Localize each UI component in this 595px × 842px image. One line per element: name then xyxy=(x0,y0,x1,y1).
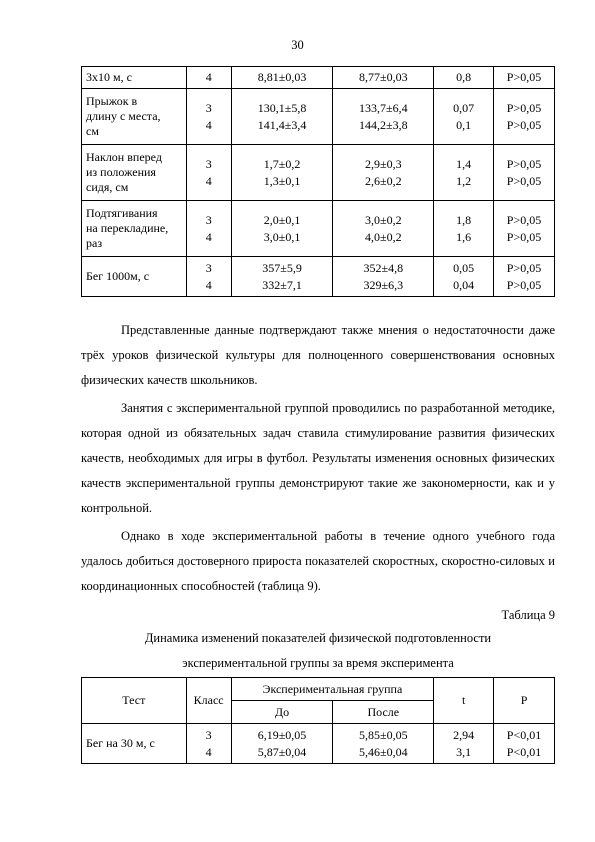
cell-test xyxy=(82,257,187,297)
header-p: Р xyxy=(494,678,555,724)
paragraph-3: Однако в ходе экспериментальной работы в течение одного учебного года удалось добиться достоверного прироста показателей скоростных, скоростно-силовых и координационных способностей (таблица 9). xyxy=(81,529,555,593)
cell-test-line: Прыжок в xyxy=(86,94,138,108)
cell-test xyxy=(82,724,187,764)
table-title-line-2: экспериментальной группы за время эксперимента xyxy=(182,656,454,670)
cell-test-line: из положения xyxy=(86,165,156,179)
cell-p-line: P>0,05 xyxy=(506,70,542,85)
cell-before xyxy=(231,89,333,145)
cell-t-line: 0,07 xyxy=(453,101,475,115)
cell-p-line: P>0,05 xyxy=(506,261,542,275)
cell-before-line: 1,3±0,1 xyxy=(263,173,301,188)
cell-t-line: 0,8 xyxy=(456,70,472,85)
table-9 xyxy=(81,677,555,764)
cell-test xyxy=(82,67,187,89)
cell-before-line: 130,1±5,8 xyxy=(257,101,307,115)
cell-p-line: P>0,05 xyxy=(506,101,542,115)
cell-before-line: 141,4±3,4 xyxy=(257,117,307,132)
cell-before-line: 5,87±0,04 xyxy=(257,744,307,759)
header-after: После xyxy=(333,701,434,724)
cell-before-line: 2,0±0,1 xyxy=(263,213,301,227)
cell-after xyxy=(333,67,434,89)
results-table-continued xyxy=(81,66,555,297)
table-row xyxy=(82,257,555,297)
cell-class xyxy=(186,89,231,145)
cell-after-line: 4,0±0,2 xyxy=(365,229,402,244)
cell-class-line: 4 xyxy=(205,277,212,292)
cell-after-line: 2,9±0,3 xyxy=(365,157,402,171)
cell-test xyxy=(82,89,187,145)
cell-class-line: 3 xyxy=(205,157,212,171)
cell-t-line: 1,2 xyxy=(456,173,472,188)
cell-before xyxy=(231,145,333,201)
cell-test-line: сидя, см xyxy=(86,180,129,194)
table-row xyxy=(82,67,555,89)
cell-t xyxy=(434,257,494,297)
table-row xyxy=(82,89,555,145)
cell-before-line: 1,7±0,2 xyxy=(263,157,301,171)
cell-p-line: P>0,05 xyxy=(506,229,542,244)
cell-t-line: 0,04 xyxy=(453,277,475,292)
table-title-line-1: Динамика изменений показателей физической подготовленности xyxy=(144,631,492,645)
cell-p xyxy=(494,89,555,145)
table-row xyxy=(82,724,555,764)
cell-before-line: 3,0±0,1 xyxy=(263,229,301,244)
cell-p xyxy=(494,724,555,764)
cell-t-line: 0,1 xyxy=(456,117,472,132)
cell-before xyxy=(231,724,333,764)
table-title xyxy=(81,626,555,676)
cell-class xyxy=(186,67,231,89)
cell-class xyxy=(186,724,231,764)
cell-test-line: Бег 1000м, с xyxy=(86,269,150,283)
cell-before xyxy=(231,67,333,89)
cell-after xyxy=(333,724,434,764)
cell-class-line: 4 xyxy=(205,229,212,244)
table-row xyxy=(82,201,555,257)
page-number: 30 xyxy=(291,38,304,52)
cell-p-line: P<0,01 xyxy=(506,728,542,742)
cell-after-line: 3,0±0,2 xyxy=(365,213,402,227)
cell-class-line: 4 xyxy=(205,70,212,85)
cell-test-line: на перекладине, xyxy=(86,221,169,235)
cell-after-line: 5,85±0,05 xyxy=(359,728,408,742)
cell-after xyxy=(333,201,434,257)
cell-after xyxy=(333,145,434,201)
cell-class-line: 4 xyxy=(205,173,212,188)
cell-p xyxy=(494,67,555,89)
cell-class xyxy=(186,145,231,201)
cell-after xyxy=(333,89,434,145)
cell-after xyxy=(333,257,434,297)
cell-p-line: P>0,05 xyxy=(506,173,542,188)
header-t: t xyxy=(434,678,494,724)
cell-test xyxy=(82,145,187,201)
cell-p-line: P<0,01 xyxy=(506,744,542,759)
cell-t xyxy=(434,89,494,145)
cell-class-line: 4 xyxy=(205,744,212,759)
header-test: Тест xyxy=(82,678,187,724)
cell-t xyxy=(434,145,494,201)
cell-t xyxy=(434,67,494,89)
cell-t-line: 0,05 xyxy=(453,261,475,275)
header-class: Класс xyxy=(186,678,231,724)
cell-after-line: 352±4,8 xyxy=(363,261,404,275)
paragraph-1: Представленные данные подтверждают также мнения о недостаточности даже трёх уроков физической культуры для полноценного совершенствования основных физических качеств школьников. xyxy=(81,323,555,387)
cell-class-line: 3 xyxy=(205,101,212,115)
cell-after-line: 2,6±0,2 xyxy=(365,173,402,188)
cell-t-line: 1,4 xyxy=(456,157,472,171)
cell-class-line: 3 xyxy=(205,213,212,227)
cell-t-line: 1,8 xyxy=(456,213,472,227)
cell-after-line: 133,7±6,4 xyxy=(359,101,408,115)
cell-after-line: 5,46±0,04 xyxy=(359,744,408,759)
cell-class xyxy=(186,201,231,257)
cell-before-line: 357±5,9 xyxy=(262,261,302,275)
header-group: Экспериментальная группа xyxy=(231,678,434,701)
cell-t xyxy=(434,201,494,257)
cell-class-line: 4 xyxy=(205,117,212,132)
cell-class-line: 3 xyxy=(205,728,212,742)
cell-class xyxy=(186,257,231,297)
cell-test-line: Бег на 30 м, с xyxy=(86,736,155,750)
cell-after-line: 8,77±0,03 xyxy=(359,70,408,85)
cell-p-line: P>0,05 xyxy=(506,117,542,132)
cell-test xyxy=(82,201,187,257)
cell-p-line: P>0,05 xyxy=(506,277,542,292)
cell-test-line: 3х10 м, с xyxy=(86,70,132,84)
cell-p xyxy=(494,257,555,297)
cell-test-line: Подтягивания xyxy=(86,206,158,220)
cell-class-line: 3 xyxy=(205,261,212,275)
cell-before xyxy=(231,257,333,297)
cell-p xyxy=(494,201,555,257)
cell-p xyxy=(494,145,555,201)
paragraph-2: Занятия с экспериментальной группой проводились по разработанной методике, которая одной из обязательных задач ставила стимулирование развития физических качеств, необходимых для игры в футбол. Результаты изменения основных физических качеств экспериментальной группы демонстрируют такие же закономерности, как и у контрольной. xyxy=(81,401,555,515)
cell-after-line: 144,2±3,8 xyxy=(359,117,408,132)
cell-before-line: 332±7,1 xyxy=(262,277,302,292)
cell-before-line: 6,19±0,05 xyxy=(257,728,307,742)
table-row xyxy=(82,145,555,201)
cell-test-line: раз xyxy=(86,236,103,250)
cell-test-line: см xyxy=(86,124,99,138)
cell-test-line: Наклон вперед xyxy=(86,150,162,164)
cell-t-line: 3,1 xyxy=(456,744,472,759)
cell-before-line: 8,81±0,03 xyxy=(257,70,307,85)
cell-t-line: 1,6 xyxy=(456,229,472,244)
header-before: До xyxy=(231,701,333,724)
cell-p-line: P>0,05 xyxy=(506,213,542,227)
cell-p-line: P>0,05 xyxy=(506,157,542,171)
cell-before xyxy=(231,201,333,257)
cell-t xyxy=(434,724,494,764)
cell-test-line: длину с места, xyxy=(86,109,161,123)
cell-t-line: 2,94 xyxy=(453,728,475,742)
cell-after-line: 329±6,3 xyxy=(363,277,404,292)
table-label: Таблица 9 xyxy=(501,608,555,622)
